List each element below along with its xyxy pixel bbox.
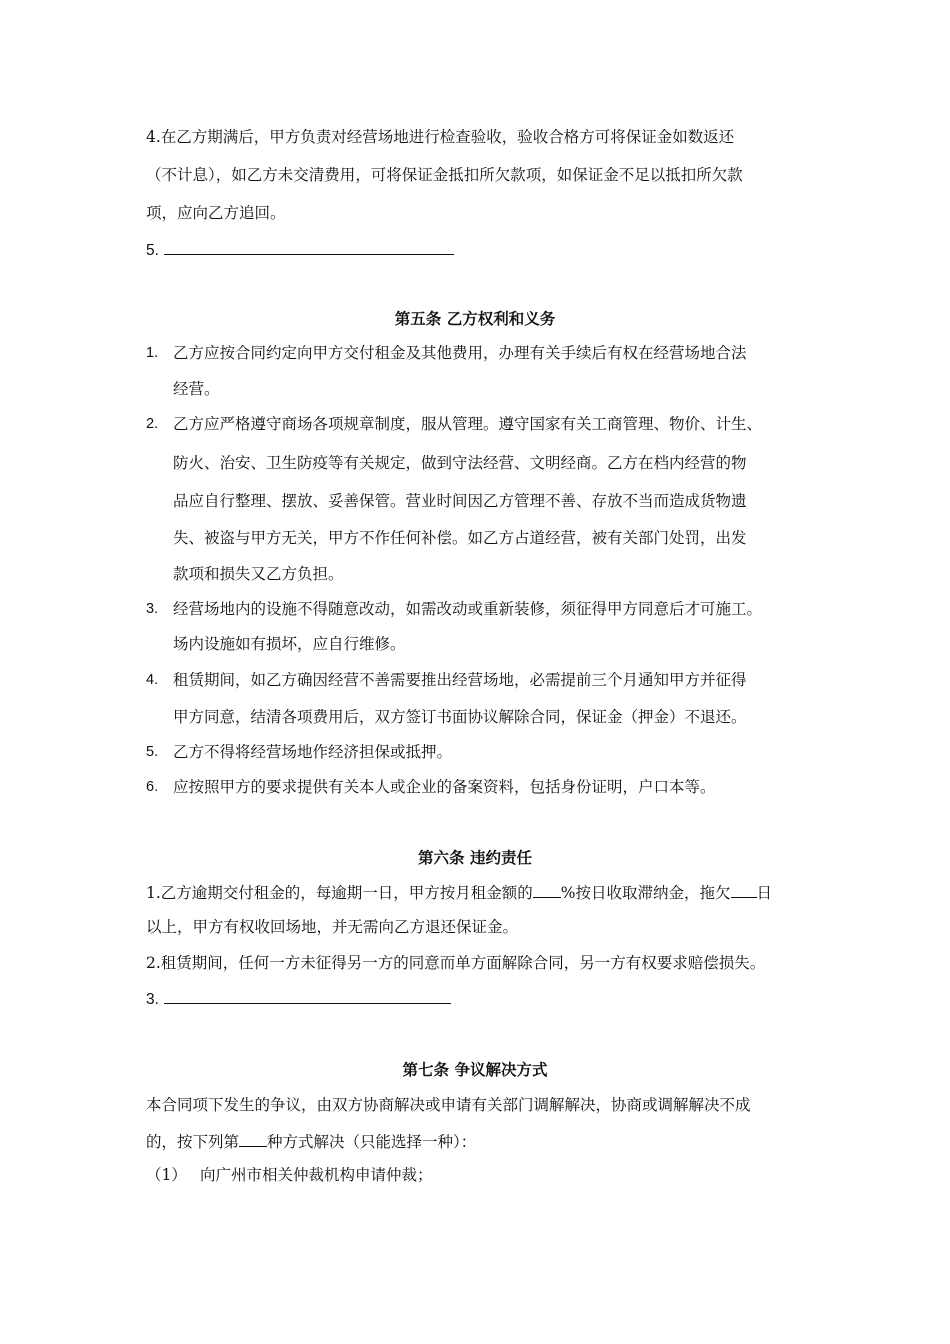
art6-title: 第六条 违约责任 (418, 848, 532, 867)
art5-item-2-line1: 乙方应严格遵守商场各项规章制度，服从管理。遵守国家有关工商管理、物价、计生、 (173, 415, 763, 433)
art4-p5-number: 5. (146, 242, 159, 259)
art6-p1-text-b: %按日收取滞纳金，拖欠 (560, 884, 731, 902)
art4-p4-line3: 项，应向乙方追回。 (146, 204, 286, 222)
art6-p1-line1 (146, 881, 772, 903)
art6-p2: 2.租赁期间，任何一方未征得另一方的同意而单方面解除合同，另一方有权要求赔偿损失。 (146, 954, 766, 972)
art6-p1-text-a: 1.乙方逾期交付租金的，每逾期一日，甲方按月租金额的 (146, 884, 533, 902)
art7-line1: 本合同项下发生的争议，由双方协商解决或申请有关部门调解解决，协商或调解解决不成 (146, 1096, 751, 1114)
art5-item-3-line1: 经营场地内的设施不得随意改动，如需改动或重新装修，须征得甲方同意后才可施工。 (173, 600, 763, 618)
art5-item-5-line1: 乙方不得将经营场地作经济担保或抵押。 (173, 743, 453, 761)
art5-item-6-number: 6. (146, 779, 159, 795)
art5-item-6-line1: 应按照甲方的要求提供有关本人或企业的备案资料，包括身份证明，户口本等。 (173, 778, 716, 796)
art5-item-2-line3: 品应自行整理、摆放、妥善保管。营业时间因乙方管理不善、存放不当而造成货物遗 (173, 492, 747, 510)
art5-item-2-line2: 防火、治安、卫生防疫等有关规定，做到守法经营、文明经商。乙方在档内经营的物 (173, 454, 747, 472)
art4-p5-blank-line (164, 238, 454, 255)
art4-p4-line2: （不计息），如乙方未交清费用，可将保证金抵扣所欠款项，如保证金不足以抵扣所欠款 (146, 166, 743, 184)
art7-method-choice-blank (239, 1130, 267, 1147)
art6-p3-blank-line (164, 987, 451, 1004)
art7-option-1-number: （1） (146, 1166, 187, 1184)
art5-item-5-number: 5. (146, 744, 159, 760)
art5-item-1-line1: 乙方应按合同约定向甲方交付租金及其他费用，办理有关手续后有权在经营场地合法 (173, 344, 747, 362)
art5-item-4-number: 4. (146, 672, 159, 688)
art5-item-3-number: 3. (146, 601, 159, 617)
art5-item-2-line5: 款项和损失又乙方负担。 (173, 565, 344, 583)
art6-p1-line2: 以上，甲方有权收回场地，并无需向乙方退还保证金。 (146, 918, 519, 936)
art5-item-2-line4: 失、被盗与甲方无关，甲方不作任何补偿。如乙方占道经营，被有关部门处罚，出发 (173, 529, 747, 547)
art6-p1-text-c: 日 (756, 884, 773, 902)
art5-item-4-line2: 甲方同意，结清各项费用后，双方签订书面协议解除合同，保证金（押金）不退还。 (173, 708, 747, 726)
art4-p4-line1: 4.在乙方期满后，甲方负责对经营场地进行检查验收，验收合格方可将保证金如数返还 (146, 128, 735, 146)
art4-p5 (146, 238, 454, 260)
art5-title: 第五条 乙方权利和义务 (394, 309, 556, 328)
art7-title: 第七条 争议解决方式 (402, 1060, 548, 1079)
art5-item-3-line2: 场内设施如有损坏，应自行维修。 (173, 635, 406, 653)
art5-item-2-number: 2. (146, 416, 159, 432)
art5-item-1-number: 1. (146, 345, 159, 361)
art6-overdue-days-blank (731, 881, 757, 898)
art7-line2-text-b: 种方式解决（只能选择一种）： (267, 1133, 477, 1151)
art5-item-1-line2: 经营。 (173, 380, 220, 398)
art7-line2 (146, 1130, 476, 1152)
art6-p3 (146, 987, 451, 1009)
art7-line2-text-a: 的，按下列第 (146, 1133, 240, 1151)
art6-p3-number: 3. (146, 991, 159, 1008)
art7-option-1-text: 向广州市相关仲裁机构申请仲裁； (200, 1166, 433, 1184)
art6-late-fee-rate-blank (533, 881, 561, 898)
art5-item-4-line1: 租赁期间，如乙方确因经营不善需要推出经营场地，必需提前三个月通知甲方并征得 (173, 671, 747, 689)
